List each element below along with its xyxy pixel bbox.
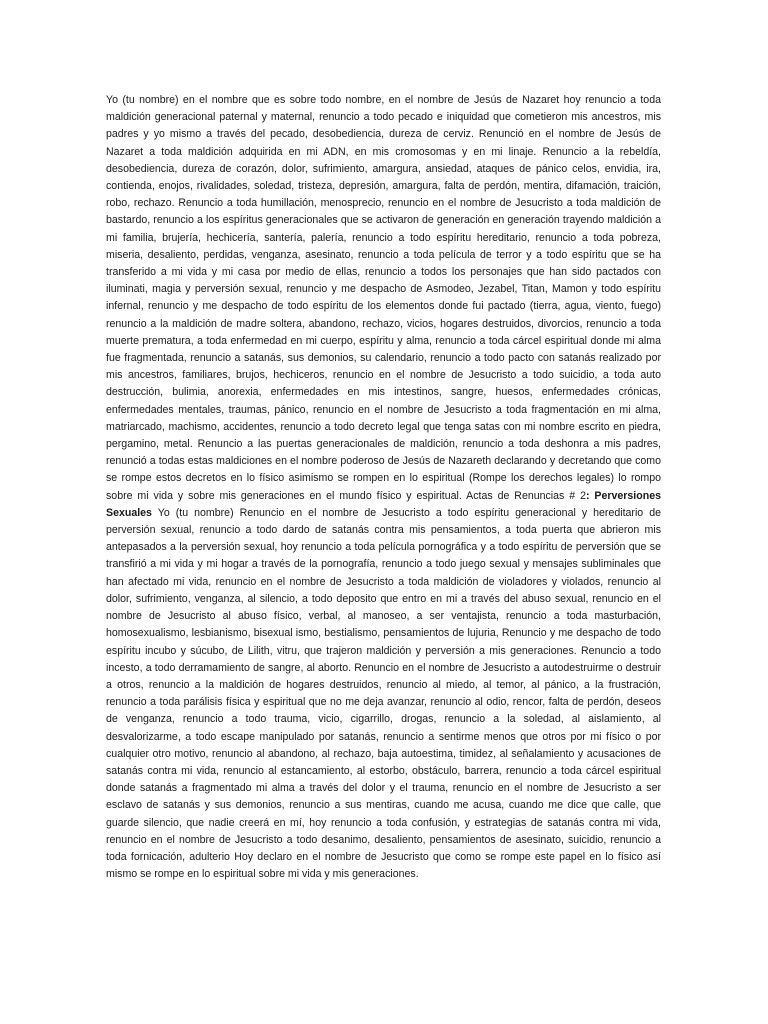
body-text bbox=[106, 92, 661, 883]
paragraph-part-2: Yo (tu nombre) Renuncio en el nombre de Jesucristo a todo espíritu generacional y hereditario de perversión sexual, renuncio a todo dardo de satanás contra mis pensamientos, a toda puerta que abrieron mis antepasados a la perversión sexual, hoy renuncio a toda película pornográfica y a todo espíritu de perversión que se transfirió a mi vida y mi hogar a través de la pornografía, renuncio a todo juego sexual y mensajes subliminales que han afectado mi vida, renuncio en el nombre de Jesucristo a toda maldición de violadores y violados, renuncio al dolor, sufrimiento, venganza, al silencio, a todo deposito que entro en mi a través del abuso sexual, renuncio en el nombre de Jesucristo al abuso físico, verbal, al manoseo, a ser ventajista, renuncio a toda masturbación, homosexualismo, lesbianismo, bisexual ismo, bestialismo, pensamientos de lujuria, Renuncio y me despacho de todo espíritu incubo y súcubo, de Lilith, vitru, que trajeron maldición y perversión a mis generaciones. Renuncio a todo incesto, a todo derramamiento de sangre, al aborto. Renuncio en el nombre de Jesucristo a autodestruirme o destruir a otros, renuncio a la maldición de hogares destruidos, renuncio al miedo, al temor, al pánico, a la frustración, renuncio a toda parálisis física y espiritual que no me deja avanzar, renuncio al odio, rencor, falta de perdón, deseos de venganza, renuncio a todo trauma, vicio, cigarrillo, drogas, renuncio a la soledad, al aislamiento, al desvalorizarme, a todo escape manipulado por satanás, renuncio a sentirme menos que otros por mi físico o por cualquier otro motivo, renuncio al abandono, al rechazo, baja autoestima, timidez, al señalamiento y acusaciones de satanás contra mi vida, renuncio al estancamiento, al estorbo, obstáculo, barrera, renuncio a toda cárcel espiritual donde satanás a fragmentado mi alma a través del dolor y el trauma, renuncio en el nombre de Jesucristo a ser esclavo de satanás y sus demonios, renuncio a sus mentiras, cuando me acusa, cuando me dice que calle, que guarde silencio, que nadie creerá en mí, hoy renuncio a toda confusión, y estrategias de satanás contra mi vida, renuncio en el nombre de Jesucristo a todo desanimo, desaliento, pensamientos de asesinato, suicidio, renuncio a toda fornicación, adulterio Hoy declaro en el nombre de Jesucristo que como se rompe este papel en lo físico así mismo se rompe en lo espiritual sobre mi vida y mis generaciones. bbox=[106, 506, 661, 881]
section-heading-perversiones: : Perversiones Sexuales bbox=[106, 489, 661, 519]
paragraph-part-1: Yo (tu nombre) en el nombre que es sobre todo nombre, en el nombre de Jesús de Nazaret hoy renuncio a toda maldición generacional paternal y maternal, renuncio a todo pecado e iniquidad que cometieron mis ancestros, mis padres y yo mismo a través del pecado, desobediencia, dureza de cerviz. Renunció en el nombre de Jesús de Nazaret a toda maldición adquirida en mi ADN, en mis cromosomas y en mi linaje. Renuncio a la rebeldía, desobediencia, dureza de corazón, dolor, sufrimiento, amargura, ansiedad, ataques de pánico celos, envidia, ira, contienda, enojos, rivalidades, soledad, tristeza, depresión, amargura, falta de perdón, mentira, difamación, traición, robo, rechazo. Renuncio a toda humillación, menosprecio, renuncio en el nombre de Jesucristo a toda maldición de bastardo, renuncio a los espíritus generacionales que se activaron de generación en generación trayendo maldición a mi familia, brujería, hechicería, santería, palería, renuncio a todo espíritu hereditario, renuncio a toda pobreza, miseria, desaliento, perdidas, venganza, asesinato, renuncio a toda película de terror y a todo espíritu que se ha transferido a mi vida y mi casa por medio de ellas, renuncio a todos los personajes que han sido pactados con iluminati, magia y perversión sexual, renuncio y me despacho de Asmodeo, Jezabel, Titan, Mamon y todo espíritu infernal, renuncio y me despacho de todo espíritu de los elementos donde fui pactado (tierra, agua, viento, fuego) renuncio a la maldición de madre soltera, abandono, rechazo, vicios, hogares destruidos, divorcios, renuncio a toda muerte prematura, a toda enfermedad en mi cuerpo, espíritu y alma, renuncio a toda cárcel espiritual donde mi alma fue fragmentada, renuncio a satanás, sus demonios, su calendario, renuncio a todo pacto con satanás realizado por mis ancestros, familiares, brujos, hechiceros, renuncio en el nombre de Jesucristo a todo suicidio, a toda auto destrucción, bulimia, anorexia, enfermedades en mis intestinos, sangre, huesos, enfermedades crónicas, enfermedades mentales, traumas, pánico, renuncio en el nombre de Jesucristo a toda fragmentación en mi alma, matriarcado, machismo, accidentes, renuncio a todo decreto legal que tenga satas con mi nombre escrito en piedra, pergamino, metal. Renuncio a las puertas generacionales de maldición, renuncio a toda deshonra a mis padres, renunció a todas estas maldiciones en el nombre poderoso de Jesús de Nazareth declarando y decretando que como se rompe estos decretos en lo físico asimismo se rompen en lo espiritual (Rompe los derechos legales) lo rompo sobre mi vida y sobre mis generaciones en el mundo físico y espiritual. Actas de Renuncias # 2 bbox=[106, 94, 661, 502]
